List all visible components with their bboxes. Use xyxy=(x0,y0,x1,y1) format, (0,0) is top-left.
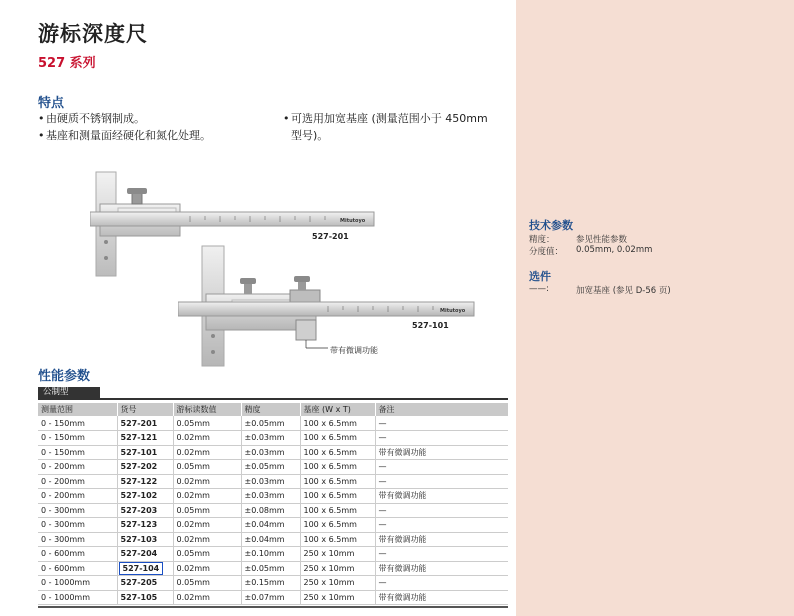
page-title: 游标深度尺 xyxy=(38,22,148,46)
right-info-panel xyxy=(516,0,794,616)
range-cell: 0 - 1000mm xyxy=(38,576,117,591)
accuracy-cell: ±0.03mm xyxy=(241,489,300,504)
accuracy-cell: ±0.03mm xyxy=(241,474,300,489)
table-row xyxy=(38,474,508,489)
accuracy-cell: ±0.08mm xyxy=(241,503,300,518)
remark-cell: — xyxy=(375,460,508,475)
accuracy-cell: ±0.05mm xyxy=(241,460,300,475)
resolution-cell: 0.02mm xyxy=(173,561,241,576)
column-header: 基座 (W x T) xyxy=(300,403,375,416)
base-cell: 100 x 6.5mm xyxy=(300,532,375,547)
table-row xyxy=(38,532,508,547)
base-cell: 100 x 6.5mm xyxy=(300,474,375,489)
base-cell: 100 x 6.5mm xyxy=(300,489,375,504)
remark-cell: — xyxy=(375,576,508,591)
specs-row-key: 分度值： xyxy=(529,247,564,257)
base-cell: 100 x 6.5mm xyxy=(300,445,375,460)
resolution-cell: 0.05mm xyxy=(173,576,241,591)
range-cell: 0 - 300mm xyxy=(38,518,117,533)
code-cell-highlighted[interactable] xyxy=(117,561,173,576)
remark-cell: 带有微调功能 xyxy=(375,489,508,504)
options-panel-heading: 选件 xyxy=(529,270,551,283)
divider xyxy=(38,398,508,400)
range-cell: 0 - 1000mm xyxy=(38,590,117,605)
code-cell: 527-203 xyxy=(117,503,173,518)
code-cell: 527-105 xyxy=(117,590,173,605)
brand-mark: Mitutoyo xyxy=(440,308,466,314)
base-cell: 250 x 10mm xyxy=(300,547,375,562)
resolution-cell: 0.02mm xyxy=(173,431,241,446)
code-cell: 527-201 xyxy=(117,416,173,431)
range-cell: 0 - 300mm xyxy=(38,532,117,547)
resolution-cell: 0.02mm xyxy=(173,532,241,547)
accuracy-cell: ±0.05mm xyxy=(241,416,300,431)
table-row-highlighted xyxy=(38,561,508,576)
range-cell: 0 - 150mm xyxy=(38,445,117,460)
table-row xyxy=(38,445,508,460)
resolution-cell: 0.02mm xyxy=(173,489,241,504)
feature-item-continued: 型号)。 xyxy=(291,129,329,142)
code-cell: 527-103 xyxy=(117,532,173,547)
options-row-value: 加宽基座 (参见 D-56 页) xyxy=(576,286,671,296)
feature-item: • 可选用加宽基座 (测量范围小于 450mm xyxy=(283,112,488,125)
remark-cell: 带有微调功能 xyxy=(375,532,508,547)
code-cell: 527-101 xyxy=(117,445,173,460)
remark-cell: — xyxy=(375,416,508,431)
depth-gauge-image-527-101 xyxy=(178,244,478,370)
remark-cell: — xyxy=(375,547,508,562)
column-header: 测量范围 xyxy=(38,403,117,416)
remark-cell: 带有微调功能 xyxy=(375,561,508,576)
accuracy-cell: ±0.04mm xyxy=(241,532,300,547)
base-cell: 100 x 6.5mm xyxy=(300,460,375,475)
resolution-cell: 0.02mm xyxy=(173,445,241,460)
resolution-cell: 0.02mm xyxy=(173,518,241,533)
base-cell: 100 x 6.5mm xyxy=(300,518,375,533)
performance-heading: 性能参数 xyxy=(38,369,91,384)
range-cell: 0 - 150mm xyxy=(38,431,117,446)
range-cell: 0 - 200mm xyxy=(38,460,117,475)
specs-panel-heading: 技术参数 xyxy=(529,219,573,232)
features-heading: 特点 xyxy=(38,96,65,111)
metric-type-tag: 公制型 xyxy=(38,387,100,398)
base-cell: 250 x 10mm xyxy=(300,590,375,605)
table-row xyxy=(38,416,508,431)
code-cell: 527-121 xyxy=(117,431,173,446)
table-row xyxy=(38,460,508,475)
accuracy-cell: ±0.05mm xyxy=(241,561,300,576)
accuracy-cell: ±0.04mm xyxy=(241,518,300,533)
column-header: 备注 xyxy=(375,403,508,416)
code-cell: 527-204 xyxy=(117,547,173,562)
options-row-key: ——: xyxy=(529,284,549,294)
remark-cell: 带有微调功能 xyxy=(375,590,508,605)
remark-cell: 带有微调功能 xyxy=(375,445,508,460)
specs-row-value: 参见性能参数 xyxy=(576,235,628,245)
base-cell: 100 x 6.5mm xyxy=(300,431,375,446)
table-row xyxy=(38,518,508,533)
code-cell: 527-202 xyxy=(117,460,173,475)
range-cell: 0 - 600mm xyxy=(38,561,117,576)
base-cell: 100 x 6.5mm xyxy=(300,416,375,431)
range-cell: 0 - 150mm xyxy=(38,416,117,431)
accuracy-cell: ±0.03mm xyxy=(241,445,300,460)
resolution-cell: 0.05mm xyxy=(173,416,241,431)
table-row xyxy=(38,547,508,562)
brand-mark: Mitutoyo xyxy=(340,218,366,224)
accuracy-cell: ±0.15mm xyxy=(241,576,300,591)
resolution-cell: 0.02mm xyxy=(173,474,241,489)
table-row xyxy=(38,503,508,518)
photo-label-1: 527-201 xyxy=(312,232,349,241)
resolution-cell: 0.05mm xyxy=(173,547,241,562)
range-cell: 0 - 300mm xyxy=(38,503,117,518)
remark-cell: — xyxy=(375,518,508,533)
feature-item: • 由硬质不锈钢制成。 xyxy=(38,112,145,125)
range-cell: 0 - 600mm xyxy=(38,547,117,562)
resolution-cell: 0.05mm xyxy=(173,503,241,518)
remark-cell: — xyxy=(375,503,508,518)
fine-adjust-callout: 带有微调功能 xyxy=(330,346,378,355)
column-header: 精度 xyxy=(241,403,300,416)
base-cell: 250 x 10mm xyxy=(300,576,375,591)
code-cell: 527-102 xyxy=(117,489,173,504)
table-row xyxy=(38,489,508,504)
table-row xyxy=(38,576,508,591)
code-cell: 527-205 xyxy=(117,576,173,591)
base-cell: 100 x 6.5mm xyxy=(300,503,375,518)
accuracy-cell: ±0.10mm xyxy=(241,547,300,562)
range-cell: 0 - 200mm xyxy=(38,474,117,489)
table-bottom-rule xyxy=(38,606,508,608)
remark-cell: — xyxy=(375,431,508,446)
column-header: 货号 xyxy=(117,403,173,416)
specs-row-value: 0.05mm, 0.02mm xyxy=(576,245,653,255)
accuracy-cell: ±0.03mm xyxy=(241,431,300,446)
feature-item: • 基座和测量面经硬化和氮化处理。 xyxy=(38,129,211,142)
photo-label-2: 527-101 xyxy=(412,321,449,330)
highlighted-code: 527-104 xyxy=(122,563,160,573)
remark-cell: — xyxy=(375,474,508,489)
table-row xyxy=(38,431,508,446)
resolution-cell: 0.05mm xyxy=(173,460,241,475)
table-header-row xyxy=(38,403,508,416)
table-row xyxy=(38,590,508,605)
range-cell: 0 - 200mm xyxy=(38,489,117,504)
code-cell: 527-122 xyxy=(117,474,173,489)
resolution-cell: 0.02mm xyxy=(173,590,241,605)
code-cell: 527-123 xyxy=(117,518,173,533)
series-subtitle: 527 系列 xyxy=(38,56,96,71)
specs-row-key: 精度： xyxy=(529,235,555,245)
base-cell: 250 x 10mm xyxy=(300,561,375,576)
column-header: 游标读数值 xyxy=(173,403,241,416)
accuracy-cell: ±0.07mm xyxy=(241,590,300,605)
performance-table xyxy=(38,403,508,605)
